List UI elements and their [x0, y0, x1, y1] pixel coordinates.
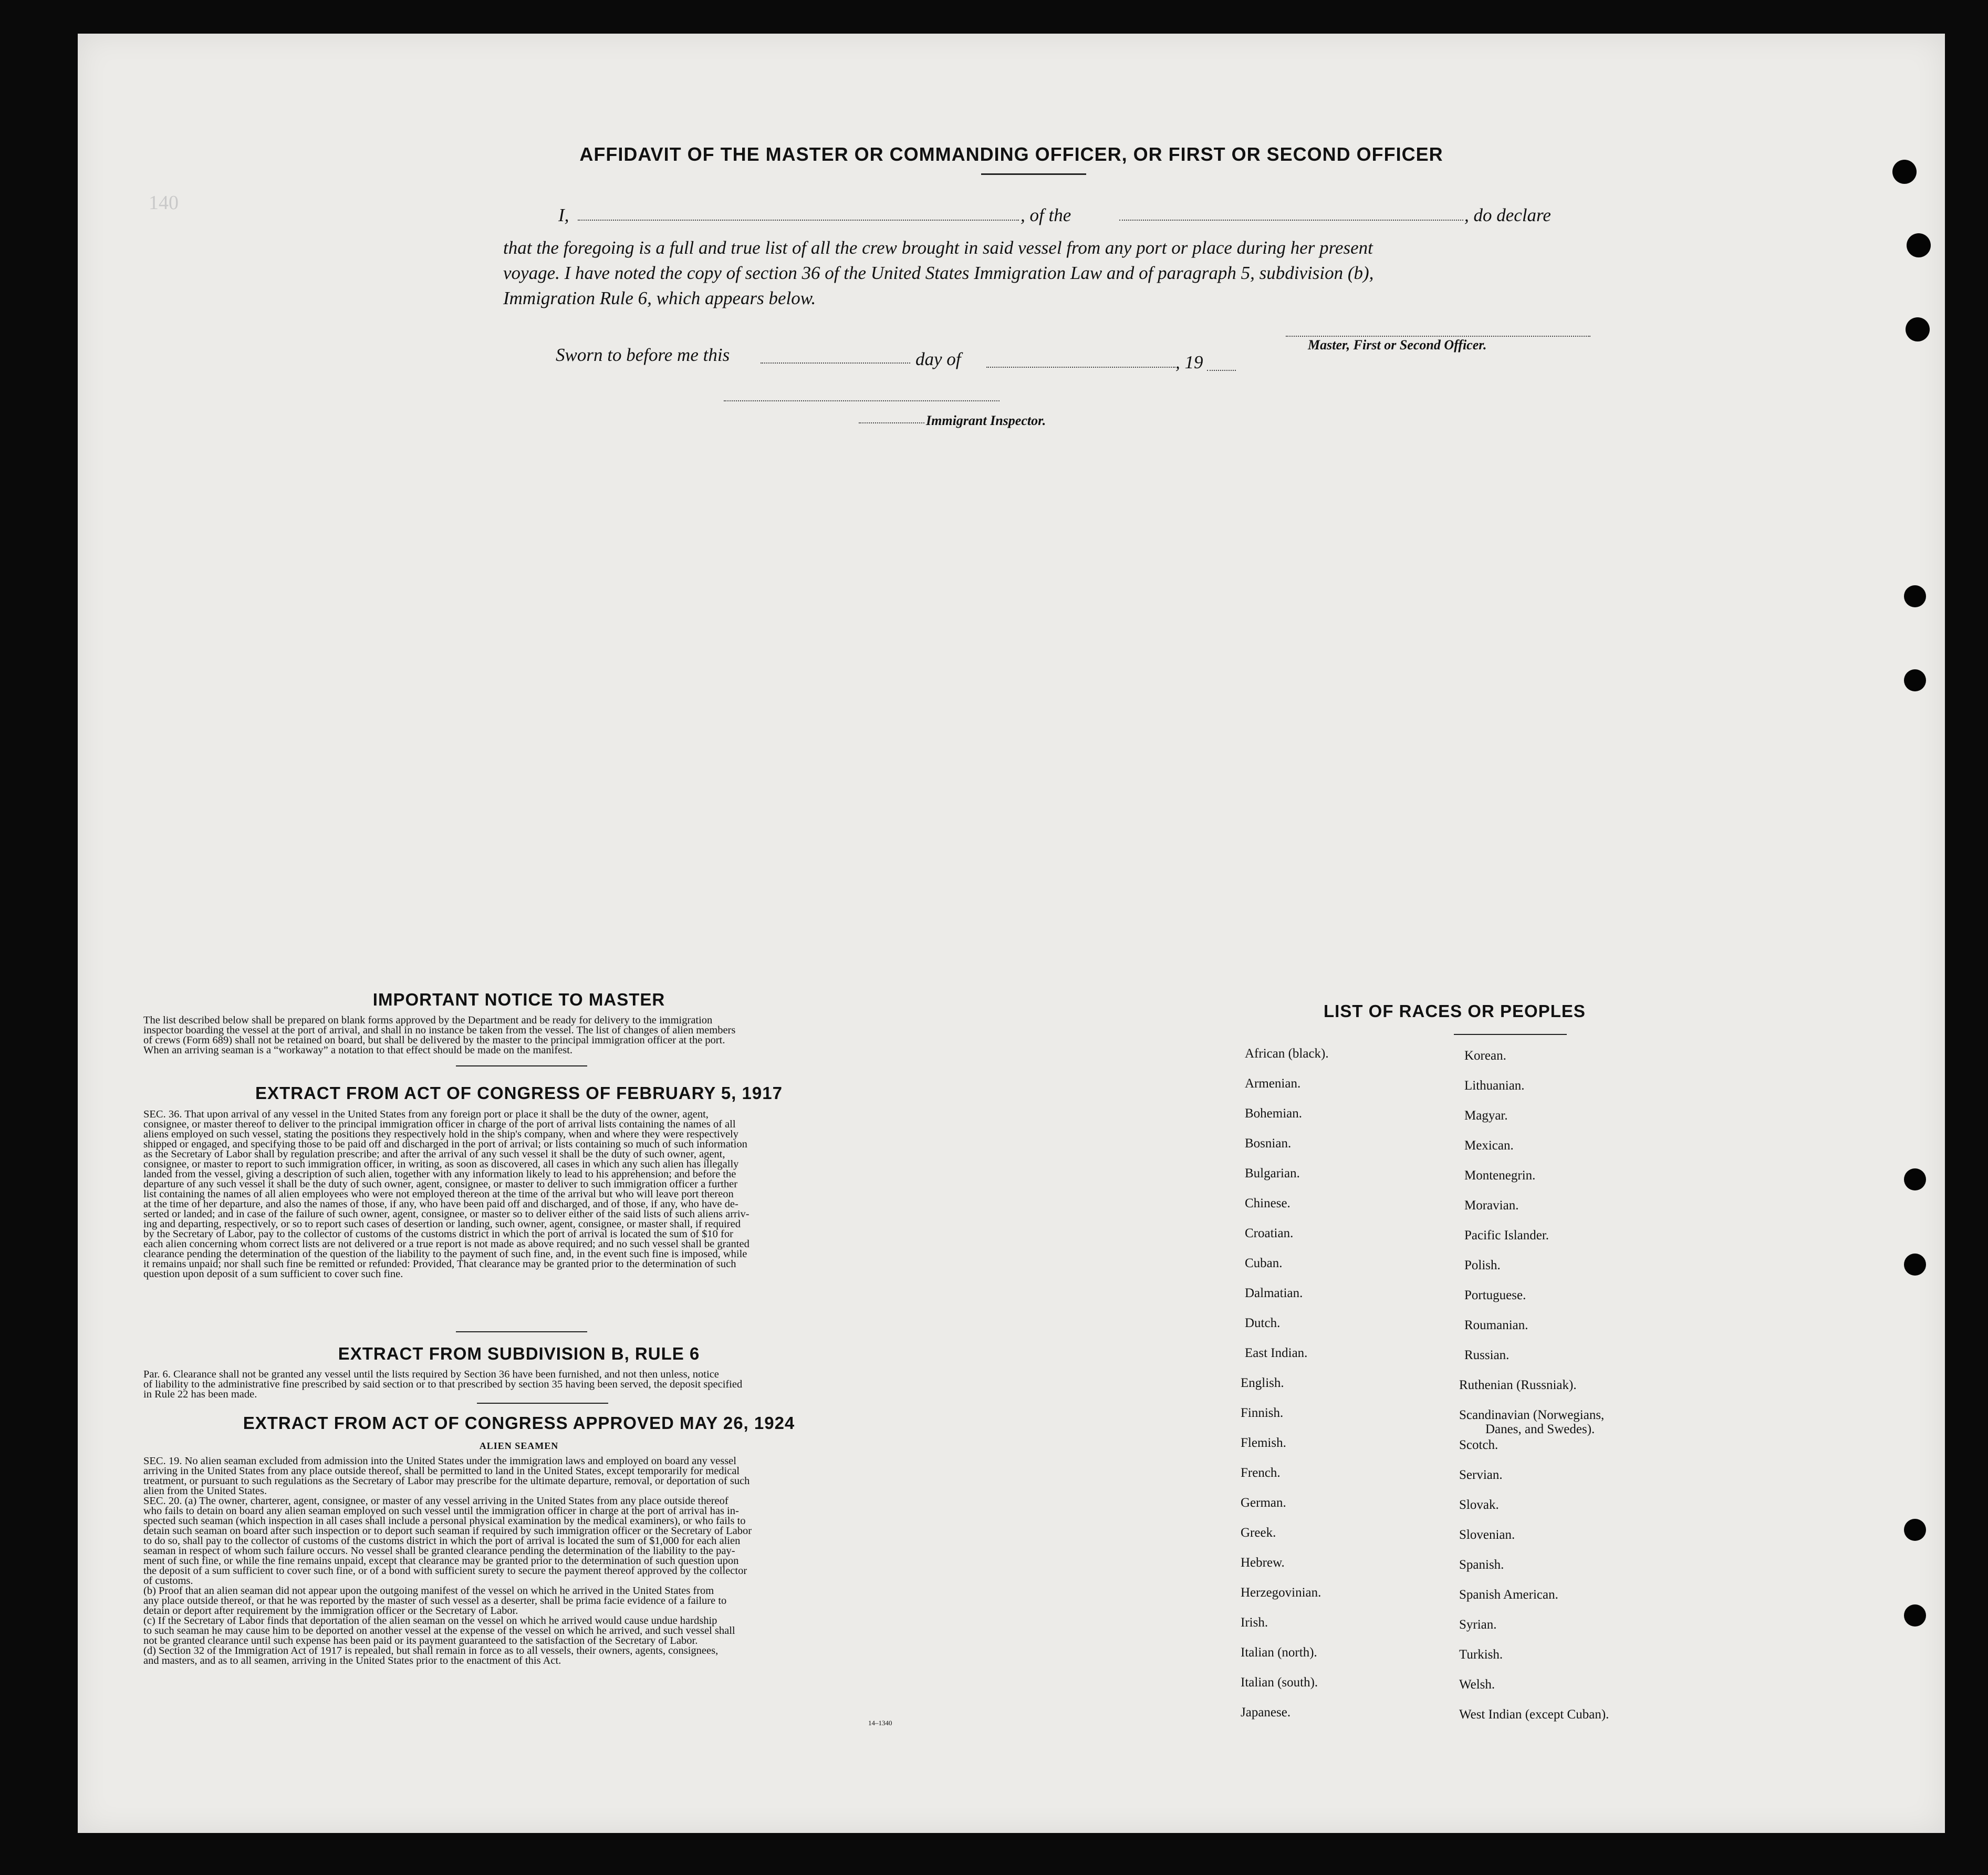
- extract-1924-line: arriving in the United States from any place outside thereof, shall be permitted to land in the United States, except temporarily for medical: [143, 1465, 740, 1477]
- punch-hole: [1904, 1604, 1926, 1627]
- extract-1917-line: as the Secretary of Labor shall by regulation prescribe; and after the arrival of any such vessel it shall be the duty of such owner, agent,: [143, 1148, 725, 1160]
- race-item: Spanish American.: [1459, 1588, 1558, 1602]
- punch-hole: [1904, 1254, 1926, 1276]
- extract-1917-line: ing and departing, respectively, or so to report such cases of desertion or landing, such owner, agent, consignee, or master shall, if required: [143, 1218, 741, 1230]
- race-item: Croatian.: [1245, 1226, 1294, 1240]
- extract-1917-line: departure of any such vessel it shall be the duty of such owner, agent, consignee, or master to deliver to such immigration officer a further: [143, 1178, 738, 1190]
- race-item: French.: [1241, 1466, 1281, 1480]
- punch-hole: [1904, 585, 1926, 607]
- race-item: Armenian.: [1245, 1076, 1301, 1091]
- title-underline: [981, 173, 1086, 175]
- extract-1924-title: EXTRACT FROM ACT OF CONGRESS APPROVED MAY 26, 1924: [243, 1413, 795, 1433]
- sworn-month-blank[interactable]: [986, 367, 1175, 368]
- notice-line: The list described below shall be prepared on blank forms approved by the Department and be ready for delivery to the immigration: [143, 1014, 713, 1026]
- punch-hole: [1904, 1168, 1926, 1190]
- extract-1924-line: the deposit of a sum sufficient to cover such fine, or of a bond with sufficient surety to secure the payment thereof approved by the collector: [143, 1565, 747, 1577]
- extract-1924-line: to do so, shall pay to the collector of customs of the customs district in which the port of arrival is located the sum of $1,000 for each alien: [143, 1535, 741, 1547]
- race-item: Magyar.: [1464, 1109, 1508, 1123]
- extract-1924-line: SEC. 19. No alien seaman excluded from admission into the United States under the immigration laws and employed on board any vessel: [143, 1455, 736, 1467]
- race-item: Montenegrin.: [1464, 1168, 1536, 1183]
- notice-line: of crews (Form 689) shall not be retained on board, but shall be delivered by the master to the principal immigration officer at the port.: [143, 1034, 725, 1046]
- name-blank[interactable]: [578, 220, 1019, 221]
- faint-mark: 140: [149, 192, 179, 214]
- extract-1924-line: (c) If the Secretary of Labor finds that deportation of the alien seaman on the vessel on which he arrived would cause undue hardship: [143, 1615, 717, 1627]
- race-item: Dalmatian.: [1245, 1286, 1303, 1300]
- race-item: Portuguese.: [1464, 1288, 1526, 1302]
- inspector-short-line: [859, 422, 924, 423]
- section-divider: [456, 1065, 587, 1066]
- extract-1924-line: any place outside thereof, or that he was reported by the master of such vessel as a deserter, shall be prima facie evidence of a failure to: [143, 1595, 727, 1607]
- notice-body: [143, 1016, 894, 1055]
- race-item: Cuban.: [1245, 1256, 1283, 1270]
- race-item: Ruthenian (Russniak).: [1459, 1378, 1577, 1392]
- extract-1917-line: at the time of her departure, and also the names of those, if any, who have been paid off and discharged, and of those, if any, who have de-: [143, 1198, 738, 1210]
- extract-rule6-body: [143, 1370, 894, 1400]
- punch-hole: [1892, 160, 1917, 184]
- extract-1917-line: serted or landed; and in case of the failure of such owner, agent, consignee, or master so to deliver either of the said lists of such aliens arriv-: [143, 1208, 750, 1220]
- extract-1917-line: landed from the vessel, giving a description of such alien, together with any information likely to lead to his apprehension; and before the: [143, 1168, 736, 1180]
- extract-1924-line: detain such seaman on board after such inspection or to deport such seaman if required by such immigration officer or the Secretary of Labor: [143, 1525, 752, 1537]
- race-item: Slovenian.: [1459, 1528, 1515, 1542]
- race-item: German.: [1241, 1496, 1286, 1510]
- race-item: Irish.: [1241, 1615, 1268, 1630]
- form-number: 14–1340: [868, 1719, 892, 1727]
- extract-1924-line: spected such seaman (which inspection in all cases shall include a personal physical examination by the medical examiners), or who fails to: [143, 1515, 746, 1527]
- vessel-blank[interactable]: [1119, 220, 1463, 221]
- extract-1924-line: who fails to detain on board any alien seaman employed on such vessel until the immigration officer in charge at the port of arrival has in-: [143, 1505, 739, 1517]
- extract-1917-line: question upon deposit of a sum sufficient to cover such fine.: [143, 1268, 403, 1280]
- punch-hole: [1904, 1519, 1926, 1541]
- race-item: Roumanian.: [1464, 1318, 1528, 1332]
- race-item: Russian.: [1464, 1348, 1510, 1362]
- master-label: Master, First or Second Officer.: [1308, 337, 1487, 353]
- affidavit-i-label: I,: [558, 205, 569, 225]
- extract-rule6-line: of liability to the administrative fine prescribed by said section or to that prescribed by section 35 having been served, the deposit specified: [143, 1379, 743, 1390]
- extract-1924-line: (d) Section 32 of the Immigration Act of 1917 is repealed, but shall remain in force as to all vessels, their owners, agents, consignees,: [143, 1645, 719, 1656]
- extract-1917-line: clearance pending the determination of the question of the liability to the payment of such fine, and, in the event such fine is imposed, while: [143, 1248, 747, 1260]
- affidavit-line-3: voyage. I have noted the copy of section 36 of the United States Immigration Law and of paragraph 5, subdivision (b),: [503, 263, 1374, 283]
- extract-1917-body: [143, 1110, 894, 1279]
- race-item: Korean.: [1464, 1049, 1506, 1063]
- race-item: Bosnian.: [1245, 1136, 1292, 1151]
- affidavit-line-4: Immigration Rule 6, which appears below.: [503, 288, 816, 308]
- section-divider: [477, 1403, 608, 1404]
- extract-1924-line: alien from the United States.: [143, 1485, 267, 1497]
- inspector-label: Immigrant Inspector.: [926, 413, 1046, 428]
- extract-1917-line: aliens employed on such vessel, stating the positions they respectively hold in the ship's company, when and where they were respectively: [143, 1128, 738, 1140]
- extract-rule6-title: EXTRACT FROM SUBDIVISION B, RULE 6: [338, 1344, 700, 1363]
- extract-rule6-line: in Rule 22 has been made.: [143, 1389, 257, 1400]
- race-item: Flemish.: [1241, 1436, 1286, 1450]
- section-divider: [456, 1331, 587, 1332]
- extract-1924-line: not be granted clearance until such expense has been paid or its payment guaranteed to the satisfaction of the Secretary of Labor.: [143, 1635, 698, 1646]
- race-item: Moravian.: [1464, 1198, 1519, 1213]
- affidavit-of-the-label: , of the: [1021, 205, 1071, 225]
- race-item: Polish.: [1464, 1258, 1501, 1272]
- punch-hole: [1906, 317, 1930, 341]
- race-item: Servian.: [1459, 1468, 1503, 1482]
- extract-1924-line: and masters, and as to all seamen, arriving in the United States prior to the enactment of this Act.: [143, 1655, 561, 1666]
- race-item: Welsh.: [1459, 1677, 1495, 1692]
- extract-1924-line: seaman in respect of whom such failure occurs. No vessel shall be granted clearance pending the determination of the liability to the pay-: [143, 1545, 735, 1557]
- race-item: Italian (south).: [1241, 1675, 1318, 1690]
- race-item: Japanese.: [1241, 1705, 1291, 1719]
- extract-1924-line: of customs.: [143, 1575, 193, 1587]
- race-item: Dutch.: [1245, 1316, 1281, 1330]
- race-item: Syrian.: [1459, 1618, 1497, 1632]
- race-item: Herzegovinian.: [1241, 1586, 1321, 1600]
- race-item: Bohemian.: [1245, 1106, 1303, 1121]
- extract-1917-line: SEC. 36. That upon arrival of any vessel in the United States from any foreign port or place it shall be the duty of the owner, agent,: [143, 1109, 709, 1120]
- race-item: East Indian.: [1245, 1346, 1308, 1360]
- year-label: , 19: [1175, 352, 1203, 372]
- punch-hole: [1907, 233, 1931, 257]
- extract-1924-subtitle: ALIEN SEAMEN: [479, 1441, 559, 1451]
- master-signature-line[interactable]: [1286, 336, 1590, 337]
- extract-1917-line: shipped or engaged, and specifying those to be paid off and discharged in the port of arrival; or lists containing so much of such information: [143, 1138, 747, 1150]
- extract-1924-line: SEC. 20. (a) The owner, charterer, agent, consignee, or master of any vessel arriving in the United States from any place outside thereof: [143, 1495, 728, 1507]
- day-of-label: day of: [915, 349, 961, 369]
- race-item: Scotch.: [1459, 1438, 1498, 1452]
- race-item: Spanish.: [1459, 1558, 1504, 1572]
- sworn-label: Sworn to before me this: [556, 345, 730, 365]
- race-item: Greek.: [1241, 1526, 1276, 1540]
- extract-1924-line: (b) Proof that an alien seaman did not appear upon the outgoing manifest of the vessel on which he arrived in the United States from: [143, 1585, 714, 1597]
- affidavit-line-2: that the foregoing is a full and true list of all the crew brought in said vessel from any port or place during her present: [503, 237, 1373, 258]
- extract-1924-line: detain or deport after requirement by the immigration officer or the Secretary of Labor.: [143, 1605, 518, 1617]
- extract-1917-line: it remains unpaid; nor shall such fine be remitted or refunded: Provided, That clearance may be granted prior to the determination of such: [143, 1258, 736, 1270]
- race-item-continuation: Danes, and Swedes).: [1485, 1422, 1595, 1436]
- notice-line: When an arriving seaman is a “workaway” a notation to that effect should be made on the manifest.: [143, 1044, 573, 1056]
- race-item: West Indian (except Cuban).: [1459, 1707, 1609, 1722]
- extract-1924-line: ment of such fine, or while the fine remains unpaid, except that clearance may be granted prior to the determination of such question upon: [143, 1555, 739, 1567]
- race-item: English.: [1241, 1376, 1284, 1390]
- race-item: Italian (north).: [1241, 1645, 1317, 1660]
- punch-hole: [1904, 669, 1926, 691]
- extract-1917-line: each alien concerning whom correct lists are not delivered or a true report is not made as above required; and no such vessel shall be granted: [143, 1238, 750, 1250]
- races-title: LIST OF RACES OR PEOPLES: [1324, 1001, 1586, 1021]
- race-item: Hebrew.: [1241, 1556, 1285, 1570]
- extract-1917-title: EXTRACT FROM ACT OF CONGRESS OF FEBRUARY 5, 1917: [255, 1083, 783, 1103]
- extract-1917-line: consignee, or master thereof to deliver to the principal immigration officer in charge of the port of arrival lists containing the names of all: [143, 1118, 736, 1130]
- race-item: Pacific Islander.: [1464, 1228, 1549, 1242]
- race-item: Turkish.: [1459, 1648, 1503, 1662]
- race-item: Mexican.: [1464, 1138, 1514, 1153]
- extract-1924-line: treatment, or pursuant to such regulations as the Secretary of Labor may prescribe for the ultimate departure, removal, or deportation of such: [143, 1475, 750, 1487]
- sworn-day-blank[interactable]: [761, 362, 910, 364]
- race-item: Chinese.: [1245, 1196, 1290, 1210]
- race-item: Lithuanian.: [1464, 1079, 1525, 1093]
- extract-rule6-line: Par. 6. Clearance shall not be granted any vessel until the lists required by Section 36 have been furnished, and not then unless, notice: [143, 1369, 719, 1380]
- notice-line: inspector boarding the vessel at the port of arrival, and shall in no instance be taken from the vessel. The list of changes of alien members: [143, 1024, 736, 1036]
- extract-1917-line: consignee, or master to report to such immigration officer, in writing, as soon as discovered, all cases in which any such alien has illegally: [143, 1158, 739, 1170]
- affidavit-title: AFFIDAVIT OF THE MASTER OR COMMANDING OFFICER, OR FIRST OR SECOND OFFICER: [579, 143, 1443, 165]
- notice-title: IMPORTANT NOTICE TO MASTER: [372, 990, 665, 1009]
- sworn-year-blank[interactable]: [1207, 370, 1236, 371]
- race-item: Scandinavian (Norwegians,: [1459, 1408, 1605, 1422]
- races-divider: [1454, 1034, 1567, 1035]
- race-item: Slovak.: [1459, 1498, 1499, 1512]
- inspector-signature-line[interactable]: [724, 400, 1000, 401]
- extract-1924-body: [143, 1456, 894, 1666]
- race-item: Finnish.: [1241, 1406, 1284, 1420]
- race-item: African (black).: [1245, 1047, 1329, 1061]
- extract-1924-line: to such seaman he may cause him to be deported on another vessel at the expense of the vessel on which he arrived, and such vessel shall: [143, 1625, 735, 1636]
- document-page: [78, 34, 1945, 1833]
- affidavit-declare-label: , do declare: [1464, 205, 1551, 225]
- extract-1917-line: by the Secretary of Labor, pay to the collector of customs of the customs district in which the port of arrival is located the sum of $10 for: [143, 1228, 733, 1240]
- race-item: Bulgarian.: [1245, 1166, 1300, 1180]
- extract-1917-line: list containing the names of all alien employees who were not employed thereon at the time of the arrival but who will leave port thereon: [143, 1188, 734, 1200]
